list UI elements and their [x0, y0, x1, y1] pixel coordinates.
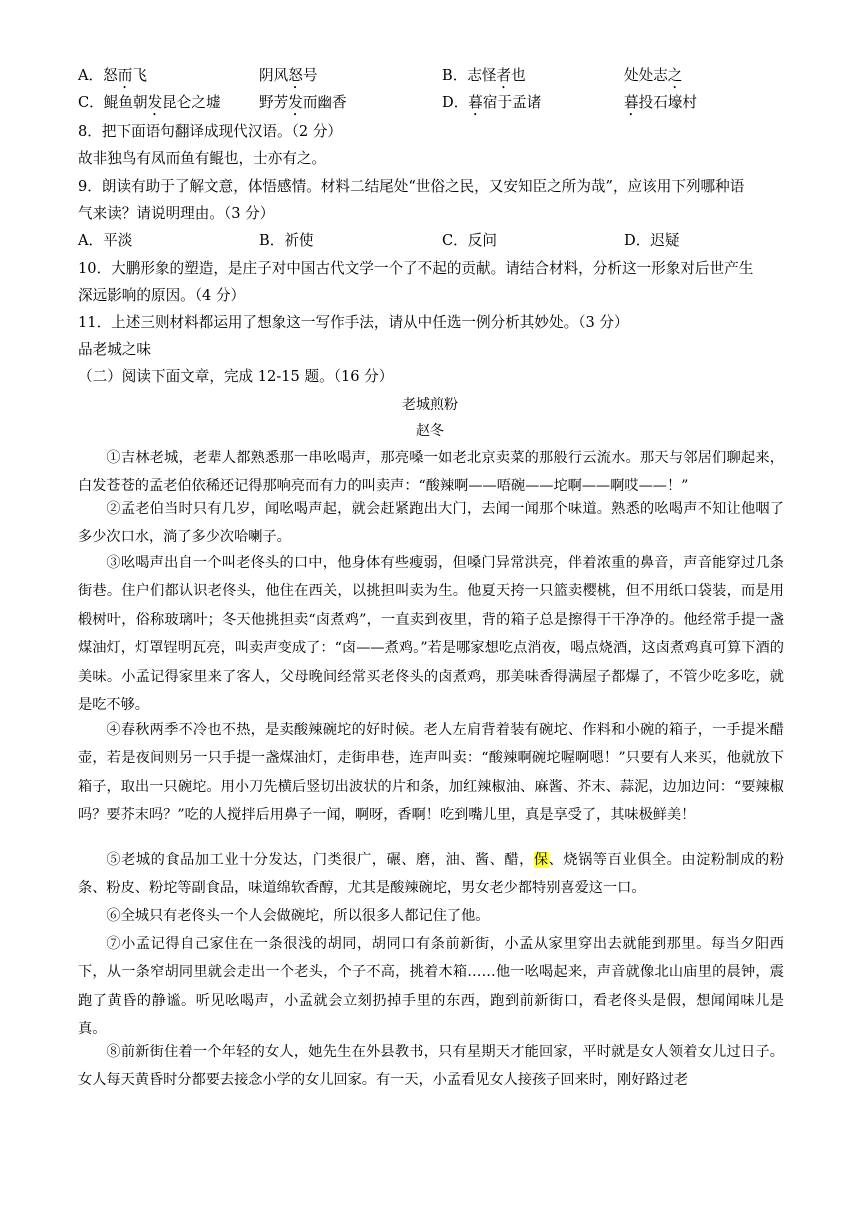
section-label: 品老城之味 [78, 341, 151, 358]
q7-option-b-second [624, 66, 682, 92]
q7-option-d-second [624, 93, 697, 119]
emphasized-char: 发 [147, 94, 163, 111]
emphasized-char: 而 [117, 67, 133, 84]
paragraph-1: ①吉林老城，老辈人都熟悉那一串吆喝声，那亮嗓一如老北京卖菜的那般行云流水。那天与邻居们聊起来，白发苍苍的孟老伯依稀还记得那响亮而有力的叫卖声：“酸辣啊——唔碗——坨啊——啊哎——！” [78, 450, 784, 495]
emphasized-char: 者 [496, 67, 512, 84]
q7-option-a-second [259, 66, 317, 92]
option-text: 志怪 [467, 67, 497, 84]
option-text: 也 [511, 67, 526, 84]
paragraph-4: ④春秋两季不冷也不热，是卖酸辣碗坨的好时候。老人左肩背着装有碗坨、作料和小碗的箱子，一手提米醋壶，若是夜间则另一只手提一盏煤油灯，走街串巷，连声叫卖：“酸辣啊碗坨喔啊嗯！”只要有人来买，他就放下箱子，取出一只碗坨。用小刀先横后竖切出波状的片和条，加红辣椒油、麻酱、芥末、蒜泥，边加边问：“要辣椒吗？要芥末吗？”吃的人搅拌后用鼻子一闻，啊呀，香啊！吃到嘴儿里，真是享受了，其味极鲜美！ [78, 722, 784, 824]
article-author: 赵冬 [416, 423, 444, 439]
option-text: 号 [302, 67, 318, 84]
paragraph-3: ③吆喝声出自一个叫老佟头的口中，他身体有些瘦弱，但嗓门异常洪亮，伴着浓重的鼻音，声音能穿过几条街巷。住户们都认识老佟头，他住在西关，以挑担叫卖为生。他夏天挎一只篮卖樱桃，但不用纸口袋装，而是用椴树叶，俗称玻璃叶；冬天他挑担卖“卤煮鸡”，一直卖到夜里，背的箱子总是擦得干干净净的。他经常手提一盏煤油灯，灯罩锃明瓦亮，叫卖声变成了：“卤——煮鸡。”若是哪家想吃点消夜，喝点烧酒，这卤煮鸡真可算下酒的美味。小孟记得家里来了客人，父母晚间经常买老佟头的卤煮鸡，那美味香得满屋子都爆了，不管少吃多吃，就是吃不够。 [78, 555, 784, 714]
q9-option-c: C．反问 [442, 232, 497, 249]
paragraph-5 [78, 846, 784, 903]
q7-option-a [78, 66, 147, 92]
paragraph-8: ⑧前新街住着一个年轻的女人，她先生在外县教书，只有星期天才能回家，平时就是女人领着女儿过日子。女人每天黄昏时分都要去接念小学的女儿回家。有一天，小孟看见女人接孩子回来时，刚好路过老 [78, 1044, 784, 1089]
option-label: A． [78, 67, 104, 84]
article-title: 老城煎粉 [402, 397, 458, 413]
emphasized-char: 暮 [624, 94, 639, 111]
q9-option-b: B．祈使 [259, 232, 314, 249]
q7-option-c-second [259, 93, 347, 119]
emphasized-char: 怒 [288, 67, 303, 84]
option-label: B． [442, 67, 468, 84]
q9-prompt-line1: 9．朗读有助于了解文意，体悟感情。材料二结尾处“世俗之民，又安知臣之所为哉”，应该用下列哪种语 [78, 178, 745, 195]
q7-option-c [78, 93, 221, 119]
q8-prompt: 8．把下面语句翻译成现代汉语。（2 分） [78, 123, 343, 140]
option-text: 而幽香 [302, 94, 347, 111]
emphasized-char: 之 [667, 67, 683, 84]
q10-prompt-line1: 10．大鹏形象的塑造，是庄子对中国古代文学一个了不起的贡献。请结合材料，分析这一形象对后世产生 [78, 260, 754, 277]
option-label: C． [78, 94, 104, 111]
q9-prompt-line2: 气来读？请说明理由。（3 分） [78, 205, 275, 222]
emphasized-char: 暮 [468, 94, 483, 111]
option-text: 鲲鱼朝 [103, 94, 148, 111]
q8-sentence: 故非独鸟有凤而鱼有鲲也，士亦有之。 [78, 150, 327, 167]
paragraph-text: ⑤老城的食品加工业十分发达，门类很广，碾、磨，油、酱、醋， [106, 852, 534, 868]
option-text: 宿于孟诸 [482, 94, 542, 111]
highlighted-char: 保 [533, 852, 549, 868]
paragraph-7: ⑦小孟记得自己家住在一条很浅的胡同，胡同口有条前新街，小孟从家里穿出去就能到那里。每当夕阳西下，从一条窄胡同里就会走出一个老头，个子不高，挑着木箱……他一吆喝起来，声音就像北山庙里的晨钟，震跑了黄昏的静谧。听见吆喝声，小孟就会立刻扔掉手里的东西，跑到前新街口，看老佟头是假，想闻闻味儿是真。 [78, 936, 784, 1038]
q7-option-b [442, 66, 526, 92]
q9-option-a: A．平淡 [78, 232, 133, 249]
q10-prompt-line2: 深远影响的原因。（4 分） [78, 287, 246, 304]
option-text: 怒 [103, 67, 118, 84]
paragraph-2: ②孟老伯当时只有几岁，闻吆喝声起，就会赶紧跑出大门，去闻一闻那个味道。熟悉的吆喝声不知让他咽了多少次口水，淌了多少次哈喇子。 [78, 501, 784, 546]
q7-option-d [442, 93, 541, 119]
option-text: 投石壕村 [638, 94, 697, 111]
emphasized-char: 发 [288, 94, 303, 111]
part2-instruction: （二）阅读下面文章，完成 12-15 题。（16 分） [78, 368, 394, 385]
option-text: 阴风 [259, 67, 289, 84]
option-text: 野芳 [259, 94, 289, 111]
option-text: 飞 [132, 67, 147, 84]
q9-option-d: D．迟疑 [624, 232, 680, 249]
q11-prompt: 11．上述三则材料都运用了想象这一写作手法，请从中任选一例分析其妙处。（3 分） [78, 314, 629, 331]
paragraph-6: ⑥全城只有老佟头一个人会做碗坨，所以很多人都记住了他。 [106, 908, 490, 924]
option-label: D． [442, 94, 469, 111]
paragraph-text: 、烧锅等百业俱全。由淀粉制成的粉条、粉皮、粉坨等副食品，味道绵软香醇，尤其是酸辣碗坨，男女老少都特别喜爱这一口。 [78, 852, 784, 897]
option-text: 昆仑之墟 [162, 94, 221, 111]
option-text: 处处志 [624, 67, 668, 84]
